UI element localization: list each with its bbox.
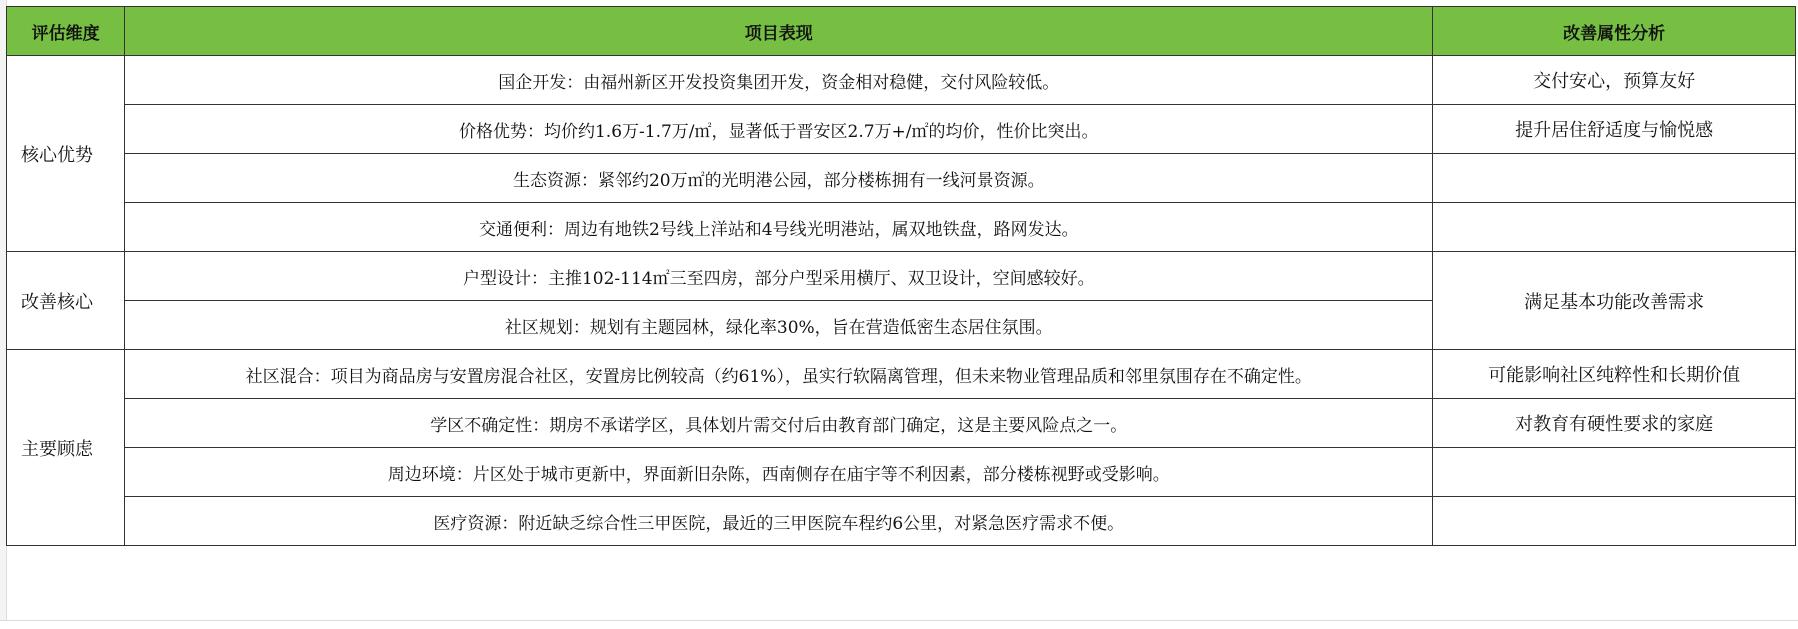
attribute-cell[interactable] [1433,203,1796,252]
table-row [7,105,1796,154]
attribute-cell[interactable] [1433,154,1796,203]
performance-cell[interactable]: 学区不确定性：期房不承诺学区，具体划片需交付后由教育部门确定，这是主要风险点之一。 [125,399,1433,448]
table-row [7,154,1796,203]
attribute-cell-merged[interactable]: 满足基本功能改善需求 [1433,252,1796,350]
table-row [7,350,1796,399]
dimension-cell-core[interactable]: 核心优势 [7,56,125,252]
table-row [7,56,1796,105]
performance-cell[interactable]: 社区规划：规划有主题园林，绿化率30%，旨在营造低密生态居住氛围。 [125,301,1433,350]
performance-cell[interactable]: 价格优势：均价约1.6万-1.7万/㎡，显著低于晋安区2.7万+/㎡的均价，性价比突出。 [125,105,1433,154]
performance-cell[interactable]: 交通便利：周边有地铁2号线上洋站和4号线光明港站，属双地铁盘，路网发达。 [125,203,1433,252]
attribute-cell[interactable]: 提升居住舒适度与愉悦感 [1433,105,1796,154]
performance-cell[interactable]: 国企开发：由福州新区开发投资集团开发，资金相对稳健，交付风险较低。 [125,56,1433,105]
table-row [7,252,1796,301]
header-attribute[interactable]: 改善属性分析 [1433,7,1796,56]
table-row [7,399,1796,448]
table-row [7,203,1796,252]
attribute-cell[interactable]: 对教育有硬性要求的家庭 [1433,399,1796,448]
header-row [7,7,1796,56]
attribute-cell[interactable] [1433,448,1796,497]
attribute-cell[interactable]: 可能影响社区纯粹性和长期价值 [1433,350,1796,399]
performance-cell[interactable]: 医疗资源：附近缺乏综合性三甲医院，最近的三甲医院车程约6公里，对紧急医疗需求不便。 [125,497,1433,546]
table-row [7,448,1796,497]
performance-cell[interactable]: 社区混合：项目为商品房与安置房混合社区，安置房比例较高（约61%），虽实行软隔离管理，但未来物业管理品质和邻里氛围存在不确定性。 [125,350,1433,399]
table-row [7,497,1796,546]
dimension-cell-improve[interactable]: 改善核心 [7,252,125,350]
header-performance[interactable]: 项目表现 [125,7,1433,56]
header-dimension[interactable]: 评估维度 [7,7,125,56]
performance-cell[interactable]: 户型设计：主推102-114㎡三至四房，部分户型采用横厅、双卫设计，空间感较好。 [125,252,1433,301]
assessment-table [6,6,1796,546]
performance-cell[interactable]: 生态资源：紧邻约20万㎡的光明港公园，部分楼栋拥有一线河景资源。 [125,154,1433,203]
performance-cell[interactable]: 周边环境：片区处于城市更新中，界面新旧杂陈，西南侧存在庙宇等不利因素，部分楼栋视野或受影响。 [125,448,1433,497]
dimension-cell-concern[interactable]: 主要顾虑 [7,350,125,546]
attribute-cell[interactable] [1433,497,1796,546]
attribute-cell[interactable]: 交付安心，预算友好 [1433,56,1796,105]
